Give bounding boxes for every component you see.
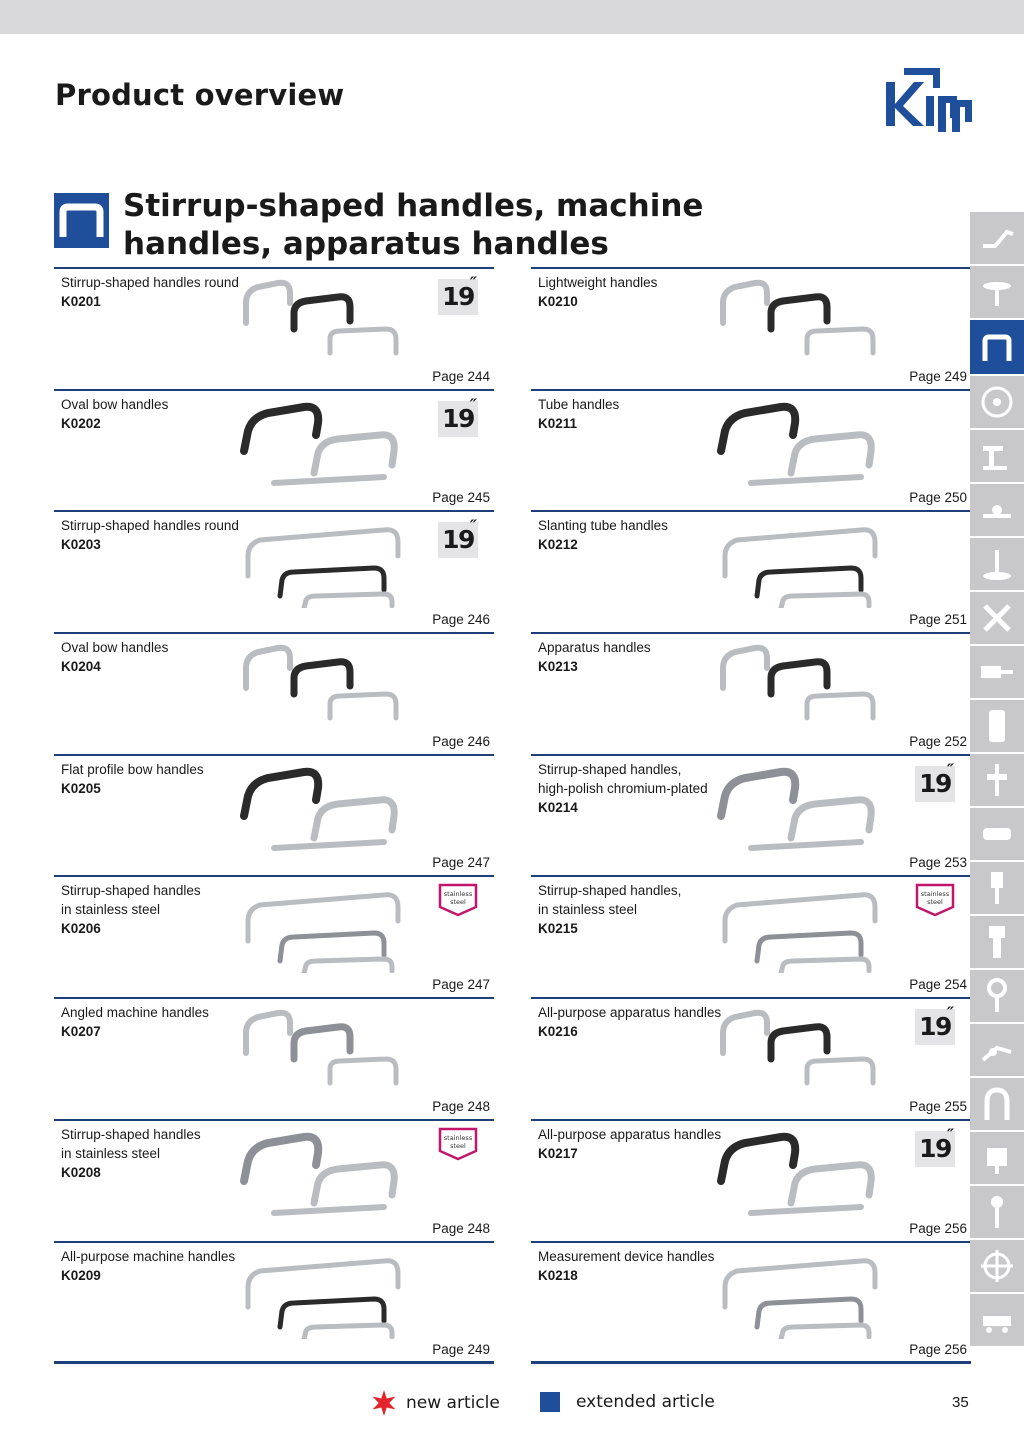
product-name-text: Stirrup-shaped handles in stainless steel xyxy=(61,1126,201,1161)
product-code: K0204 xyxy=(61,659,101,675)
page-reference[interactable]: Page 255 xyxy=(909,1098,967,1114)
ball-lock-pin-icon xyxy=(977,868,1017,908)
product-name-text: Stirrup-shaped handles, high-polish chromium-plated xyxy=(538,761,708,796)
side-tab[interactable] xyxy=(970,376,1024,428)
right-column xyxy=(531,267,971,1362)
product-name-text: Slanting tube handles xyxy=(538,518,668,534)
product-name xyxy=(61,395,261,433)
product-code: K0206 xyxy=(61,921,101,937)
product-code: K0211 xyxy=(538,415,578,431)
product-image xyxy=(234,1125,419,1217)
product-item[interactable] xyxy=(531,267,971,389)
product-image xyxy=(234,395,419,487)
product-item[interactable] xyxy=(531,1241,971,1363)
stirrup-handle-icon xyxy=(54,193,109,248)
product-code: K0218 xyxy=(538,1267,578,1283)
side-tab[interactable] xyxy=(970,212,1024,264)
svg-text:stainless: stainless xyxy=(920,890,950,899)
product-image xyxy=(234,638,419,730)
hinge-icon xyxy=(977,490,1017,530)
product-name xyxy=(61,881,261,938)
product-item[interactable] xyxy=(54,389,494,511)
page-reference[interactable]: Page 249 xyxy=(909,368,967,384)
side-tab[interactable] xyxy=(970,1294,1024,1346)
transport-roller-icon xyxy=(977,1300,1017,1340)
side-tab[interactable] xyxy=(970,430,1024,482)
product-image xyxy=(234,273,419,365)
product-name xyxy=(61,1003,261,1041)
product-name-text: Stirrup-shaped handles in stainless steel xyxy=(61,883,201,918)
new-article-star-icon xyxy=(370,1389,398,1417)
svg-text:stainless: stainless xyxy=(443,890,473,899)
side-tab-index xyxy=(970,212,1024,1348)
product-code: K0217 xyxy=(538,1145,578,1161)
product-image xyxy=(234,881,419,973)
product-image xyxy=(711,1003,896,1095)
crank-handle-icon xyxy=(977,436,1017,476)
side-tab[interactable] xyxy=(970,700,1024,752)
right-bottom-rule xyxy=(531,1361,971,1364)
svg-text:stainless: stainless xyxy=(443,1133,473,1142)
product-code: K0213 xyxy=(538,659,578,675)
19-inch-badge: 19 ″ xyxy=(438,522,478,558)
stirrup-handle-icon xyxy=(977,327,1017,367)
stainless-steel-badge xyxy=(438,883,478,917)
side-tab[interactable] xyxy=(970,1132,1024,1184)
side-tab[interactable] xyxy=(970,1186,1024,1238)
side-tab[interactable] xyxy=(970,484,1024,536)
product-image xyxy=(234,1247,419,1339)
19-inch-badge: 19 ″ xyxy=(438,401,478,437)
product-code: K0214 xyxy=(538,799,578,815)
product-code: K0203 xyxy=(61,537,101,553)
spring-plunger-icon xyxy=(977,706,1017,746)
product-name xyxy=(538,395,738,433)
product-name xyxy=(538,760,738,817)
side-tab[interactable] xyxy=(970,266,1024,318)
knob-icon xyxy=(977,272,1017,312)
product-name xyxy=(538,881,738,938)
latch-icon xyxy=(977,814,1017,854)
product-name-text: All-purpose machine handles xyxy=(61,1248,236,1264)
product-name-text: All-purpose apparatus handles xyxy=(538,1126,722,1142)
product-image xyxy=(711,638,896,730)
page-reference[interactable]: Page 253 xyxy=(909,855,967,871)
product-image xyxy=(711,1125,896,1217)
product-item[interactable] xyxy=(531,754,971,876)
section-title: Stirrup-shaped handles, machine handles, apparatus handles xyxy=(123,188,704,262)
page-reference[interactable]: Page 254 xyxy=(909,977,967,993)
side-tab[interactable] xyxy=(970,916,1024,968)
product-name-text: Measurement device handles xyxy=(538,1248,715,1264)
side-tab[interactable] xyxy=(970,970,1024,1022)
19-inch-badge: 19 ″ xyxy=(915,766,955,802)
product-code: K0201 xyxy=(61,294,101,309)
threaded-spindle-icon xyxy=(977,760,1017,800)
product-name xyxy=(61,1125,261,1182)
rubber-buffer-icon xyxy=(977,1138,1017,1178)
page-reference[interactable]: Page 248 xyxy=(432,1220,490,1236)
product-code: K0202 xyxy=(61,415,101,431)
page-reference[interactable]: Page 249 xyxy=(432,1342,490,1358)
product-item[interactable] xyxy=(531,875,971,997)
page-reference[interactable]: Page 245 xyxy=(432,490,490,506)
product-item[interactable] xyxy=(531,1119,971,1241)
19-inch-badge: 19 ″ xyxy=(915,1131,955,1167)
stainless-steel-badge xyxy=(438,1127,478,1161)
clamping-lever-icon xyxy=(977,218,1017,258)
product-name-text: All-purpose apparatus handles xyxy=(538,1005,722,1021)
page-reference[interactable]: Page 248 xyxy=(432,1098,490,1114)
side-tab[interactable] xyxy=(970,538,1024,590)
product-name-text: Oval bow handles xyxy=(61,396,169,412)
page-reference[interactable]: Page 256 xyxy=(909,1220,967,1236)
product-code: K0205 xyxy=(61,780,101,796)
product-name-text: Angled machine handles xyxy=(61,1005,209,1021)
svg-text:steel: steel xyxy=(450,898,466,907)
svg-text:steel: steel xyxy=(450,1141,466,1150)
product-name xyxy=(538,1003,738,1041)
product-code: K0216 xyxy=(538,1024,578,1040)
product-item[interactable] xyxy=(531,510,971,632)
product-image xyxy=(234,760,419,852)
product-code: K0215 xyxy=(538,921,578,937)
pin-icon xyxy=(977,1192,1017,1232)
product-image xyxy=(234,516,419,608)
product-name-text: Apparatus handles xyxy=(538,640,651,656)
target-icon xyxy=(977,1246,1017,1286)
side-tab[interactable] xyxy=(970,862,1024,914)
product-image xyxy=(711,273,896,365)
page-reference[interactable]: Page 247 xyxy=(432,855,490,871)
handwheel-icon xyxy=(977,382,1017,422)
page-reference[interactable]: Page 247 xyxy=(432,977,490,993)
product-name-text: Stirrup-shaped handles round xyxy=(61,518,239,534)
product-name-text: Tube handles xyxy=(538,396,620,412)
product-name-text: Stirrup-shaped handles, in stainless steel xyxy=(538,883,682,918)
product-item[interactable] xyxy=(54,267,494,389)
product-item[interactable] xyxy=(54,1119,494,1241)
product-name xyxy=(538,638,738,676)
product-image xyxy=(711,881,896,973)
top-bar xyxy=(0,0,1024,34)
page-reference[interactable]: Page 251 xyxy=(909,612,967,628)
product-code: K0209 xyxy=(61,1267,101,1283)
clamp-icon xyxy=(977,1030,1017,1070)
legend-extended-article xyxy=(540,1392,715,1412)
side-tab[interactable] xyxy=(970,1078,1024,1130)
product-code: K0212 xyxy=(538,537,578,553)
19-inch-badge: 19 ″ xyxy=(915,1009,955,1045)
product-name xyxy=(538,516,738,554)
page-reference[interactable]: Page 244 xyxy=(432,368,490,384)
left-bottom-rule xyxy=(54,1361,494,1364)
product-item[interactable] xyxy=(54,875,494,997)
product-name-text: Stirrup-shaped handles round xyxy=(61,275,239,290)
product-image xyxy=(711,1247,896,1339)
page-reference[interactable]: Page 250 xyxy=(909,490,967,506)
section-icon xyxy=(54,193,109,248)
page-reference[interactable]: Page 256 xyxy=(909,1342,967,1358)
product-code: K0207 xyxy=(61,1024,101,1040)
19-inch-badge: 19 ″ xyxy=(438,279,478,315)
product-code: K0210 xyxy=(538,294,578,309)
product-item[interactable] xyxy=(531,997,971,1119)
svg-text:steel: steel xyxy=(927,898,943,907)
product-item[interactable] xyxy=(54,997,494,1119)
product-name xyxy=(538,1247,738,1285)
page-title: Product overview xyxy=(55,78,345,112)
product-name-text: Oval bow handles xyxy=(61,640,169,656)
product-name-text: Flat profile bow handles xyxy=(61,761,204,777)
product-name xyxy=(61,760,261,798)
screw-icon xyxy=(977,922,1017,962)
toggle-clamp-icon xyxy=(977,598,1017,638)
page-number: 35 xyxy=(952,1394,969,1411)
page-reference[interactable]: Page 252 xyxy=(909,733,967,749)
levelling-foot-icon xyxy=(977,544,1017,584)
legend-extended-label: extended article xyxy=(576,1392,715,1412)
indexing-plunger-icon xyxy=(977,652,1017,692)
product-item[interactable] xyxy=(54,632,494,754)
side-tab[interactable] xyxy=(970,592,1024,644)
extended-article-square-icon xyxy=(540,1392,560,1412)
product-name-text: Lightweight handles xyxy=(538,275,658,290)
product-item[interactable] xyxy=(54,1241,494,1363)
side-tab[interactable] xyxy=(970,320,1024,374)
side-tab[interactable] xyxy=(970,1024,1024,1076)
side-tab[interactable] xyxy=(970,808,1024,860)
lifting-ring-icon xyxy=(977,976,1017,1016)
page-reference[interactable]: Page 246 xyxy=(432,733,490,749)
product-image xyxy=(711,760,896,852)
legend-new-article xyxy=(370,1389,500,1417)
product-item[interactable] xyxy=(531,389,971,511)
side-tab[interactable] xyxy=(970,1240,1024,1292)
product-name xyxy=(61,1247,261,1285)
product-item[interactable] xyxy=(54,754,494,876)
page-reference[interactable]: Page 246 xyxy=(432,612,490,628)
left-column xyxy=(54,267,494,1362)
product-name xyxy=(538,273,738,311)
side-tab[interactable] xyxy=(970,754,1024,806)
product-item[interactable] xyxy=(531,632,971,754)
magnet-icon xyxy=(977,1084,1017,1124)
side-tab[interactable] xyxy=(970,646,1024,698)
product-code: K0208 xyxy=(61,1164,101,1180)
product-name xyxy=(61,516,261,554)
product-name xyxy=(61,273,261,311)
product-name xyxy=(538,1125,738,1163)
kipp-logo xyxy=(880,62,976,134)
product-name xyxy=(61,638,261,676)
stainless-steel-badge xyxy=(915,883,955,917)
legend-new-label: new article xyxy=(406,1393,500,1413)
product-image xyxy=(711,516,896,608)
product-item[interactable] xyxy=(54,510,494,632)
product-image xyxy=(711,395,896,487)
product-image xyxy=(234,1003,419,1095)
